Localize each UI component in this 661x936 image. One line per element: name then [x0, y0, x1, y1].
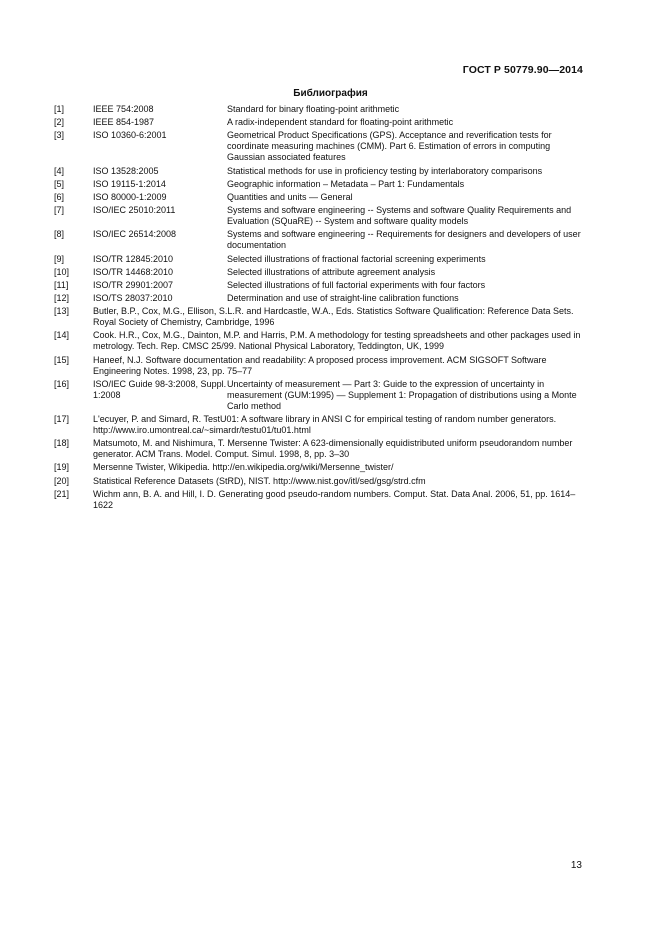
- entry-citation: Mersenne Twister, Wikipedia. http://en.wikipedia.org/wiki/Mersenne_twister/: [93, 462, 394, 473]
- entry-description: Selected illustrations of full factorial experiments with four factors: [227, 279, 486, 290]
- entry-number: [2]: [54, 117, 65, 128]
- bibliography-entry: [54, 330, 584, 352]
- bibliography-entry: [54, 379, 584, 412]
- entry-standard: ISO 13528:2005: [93, 165, 159, 176]
- entry-number: [12]: [54, 293, 70, 304]
- entry-number: [6]: [54, 191, 65, 202]
- bibliography-entry: [54, 229, 584, 251]
- entry-number: [1]: [54, 104, 65, 114]
- entry-standard: ISO 10360-6:2001: [93, 130, 167, 141]
- entry-standard: ISO/TR 14468:2010: [93, 266, 174, 277]
- bibliography-list: [54, 104, 584, 513]
- bibliography-entry: [54, 293, 584, 304]
- entry-standard: ISO/TR 12845:2010: [93, 253, 174, 264]
- entry-number: [20]: [54, 475, 70, 486]
- entry-number: [7]: [54, 205, 65, 216]
- bibliography-entry: [54, 267, 584, 278]
- page-number: 13: [570, 860, 582, 871]
- entry-number: [10]: [54, 266, 70, 277]
- bibliography-entry: [54, 438, 584, 460]
- entry-standard: ISO/TR 29901:2007: [93, 279, 174, 290]
- entry-description: Systems and software engineering -- Systems and software Quality Requirements and Evaluation (SQuaRE) -- System and software quality models: [227, 205, 572, 227]
- entry-description: Uncertainty of measurement — Part 3: Guide to the expression of uncertainty in measurement (GUM:1995) — Supplement 1: Propagation of distributions using a Monte Carlo method: [227, 378, 577, 411]
- page-title: Библиография: [293, 88, 368, 99]
- entry-number: [16]: [54, 378, 70, 389]
- entry-description: Systems and software engineering -- Requirements for designers and developers of user documentation: [227, 229, 581, 251]
- bibliography-entry: [54, 179, 584, 190]
- entry-citation: Cook. H.R., Cox, M.G., Dainton, M.P. and Harris, P.M. A methodology for testing spreadsheets and other packages used in metrology. Tech. Rep. CMSC 25/99. National Physical Laboratory, Teddington, UK, 1999: [93, 330, 581, 352]
- entry-description: Statistical methods for use in proficiency testing by interlaboratory comparisons: [227, 165, 543, 176]
- bibliography-entry: [54, 254, 584, 265]
- entry-standard: ISO 19115-1:2014: [93, 178, 166, 189]
- entry-number: [14]: [54, 330, 70, 341]
- entry-number: [9]: [54, 253, 65, 264]
- entry-number: [4]: [54, 165, 65, 176]
- entry-description: Quantities and units — General: [227, 191, 353, 202]
- entry-number: [19]: [54, 462, 70, 473]
- entry-description: Geometrical Product Specifications (GPS). Acceptance and reverification tests for coordinate measuring machines (CMM). Part 6. Estimation of errors in computing Gaussian associated features: [227, 130, 552, 163]
- bibliography-entry: [54, 192, 584, 203]
- entry-standard: ISO/IEC 25010:2011: [93, 205, 176, 216]
- bibliography-entry: [54, 462, 584, 473]
- entry-standard: ISO 80000-1:2009: [93, 191, 167, 202]
- entry-standard: ISO/IEC 26514:2008: [93, 229, 177, 240]
- entry-number: [21]: [54, 488, 70, 499]
- bibliography-entry: [54, 117, 584, 128]
- entry-description: Determination and use of straight-line calibration functions: [227, 293, 459, 304]
- entry-number: [17]: [54, 414, 70, 424]
- entry-citation: Matsumoto, M. and Nishimura, T. Mersenne Twister: A 623-dimensionally equidistributed uniform pseudorandom number generator. ACM Trans. Model. Comput. Simul. 1998, 8, pp. 3–30: [93, 438, 573, 460]
- bibliography-entry: [54, 355, 584, 377]
- entry-description: Selected illustrations of attribute agreement analysis: [227, 266, 436, 277]
- entry-number: [5]: [54, 178, 65, 189]
- document-id: ГОСТ Р 50779.90—2014: [462, 64, 583, 76]
- entry-number: [11]: [54, 279, 69, 290]
- bibliography-entry: [54, 414, 584, 436]
- entry-citation: L'ecuyer, P. and Simard, R. TestU01: A software library in ANSI C for empirical testing of random number generators. http://www.iro.umontreal.ca/~simardr/testu01/tu01.html: [93, 414, 557, 435]
- entry-description: A radix-independent standard for floating-point arithmetic: [227, 117, 454, 128]
- entry-standard: IEEE 854-1987: [93, 117, 155, 128]
- entry-description: Selected illustrations of fractional factorial screening experiments: [227, 253, 486, 264]
- entry-citation: Statistical Reference Datasets (StRD), NIST. http://www.nist.gov/itl/sed/gsg/strd.cfm: [93, 475, 426, 486]
- bibliography-entry: [54, 489, 584, 511]
- entry-description: Standard for binary floating-point arithmetic: [227, 104, 400, 114]
- entry-number: [3]: [54, 130, 65, 141]
- bibliography-entry: [54, 280, 584, 291]
- bibliography-entry: [54, 306, 584, 328]
- bibliography-entry: [54, 205, 584, 227]
- entry-number: [18]: [54, 438, 70, 449]
- entry-citation: Haneef, N.J. Software documentation and readability: A proposed process improvement. ACM SIGSOFT Software Engineering Notes. 1998, 23, pp. 75–77: [93, 354, 547, 376]
- bibliography-entry: [54, 104, 584, 115]
- entry-number: [13]: [54, 306, 70, 317]
- entry-number: [8]: [54, 229, 65, 240]
- bibliography-entry: [54, 166, 584, 177]
- entry-citation: Butler, B.P., Cox, M.G., Ellison, S.L.R. and Hardcastle, W.A., Eds. Statistics Software Qualification: Reference Data Sets. Royal Society of Chemistry, Cambridge, 1996: [93, 306, 574, 328]
- bibliography-entry: [54, 476, 584, 487]
- entry-standard: IEEE 754:2008: [93, 104, 154, 114]
- entry-number: [15]: [54, 354, 70, 365]
- bibliography-entry: [54, 130, 584, 163]
- entry-citation: Wichm ann, B. A. and Hill, I. D. Generating good pseudo-random numbers. Comput. Stat. Data Anal. 2006, 51, pp. 1614–1622: [93, 488, 576, 510]
- entry-standard: ISO/TS 28037:2010: [93, 293, 173, 304]
- entry-description: Geographic information – Metadata – Part 1: Fundamentals: [227, 178, 465, 189]
- entry-standard: ISO/IEC Guide 98-3:2008, Suppl. 1:2008: [93, 378, 227, 400]
